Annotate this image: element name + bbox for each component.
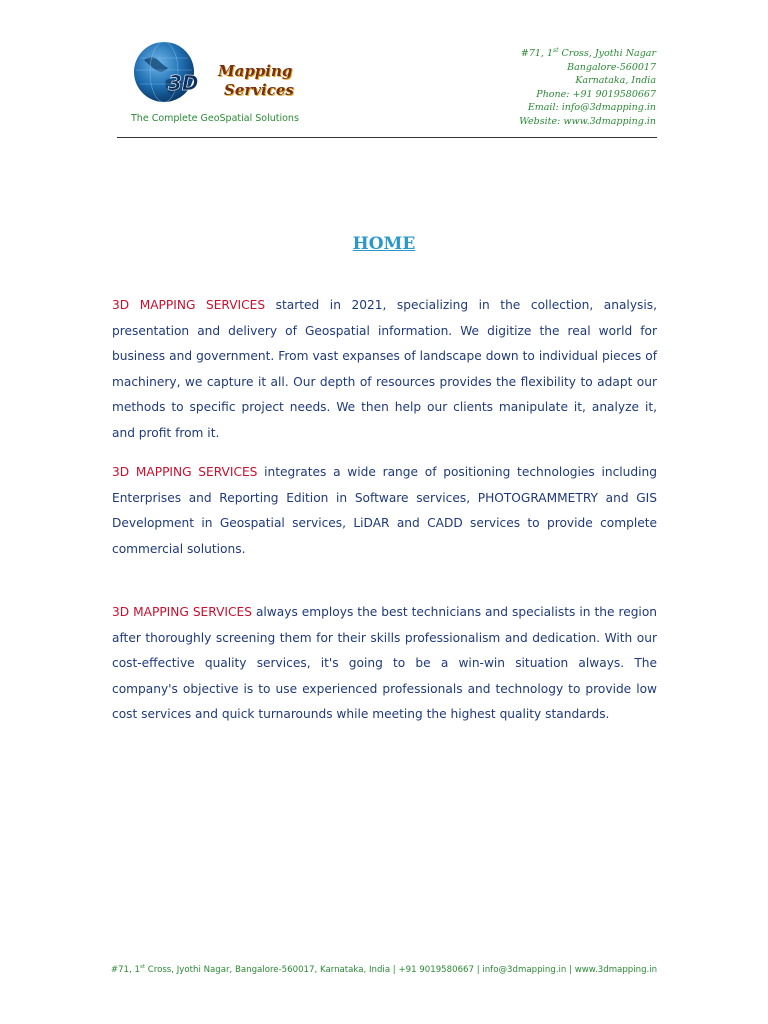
paragraph-3 [112, 600, 657, 728]
paragraph-1 [112, 293, 657, 446]
contact-state: Karnataka, India [575, 75, 656, 87]
logo-wordmark [218, 62, 294, 100]
company-logo [130, 40, 310, 110]
footer-rest: Cross, Jyothi Nagar, Bangalore-560017, Karnataka, India | +91 9019580667 | info@3dmapping.in | www.3dmapping.in [145, 964, 658, 975]
globe-icon [130, 40, 220, 110]
paragraph-text: always employs the best technicians and specialists in the region after thoroughly screening them for their skills professionalism and dedication. With our cost-effective quality services, it's going to be a win-win situation always. The company's objective is to use experienced professionals and technology to provide low cost services and quick turnarounds while meeting the highest quality standards. [112, 605, 657, 721]
address-rest: Cross, Jyothi Nagar [558, 48, 656, 60]
brand-name: 3D MAPPING SERVICES [112, 298, 266, 312]
address-sup: st [553, 47, 559, 54]
footer-prefix: #71, 1 [110, 964, 140, 975]
paragraph-2 [112, 460, 657, 562]
address-prefix: #71, 1 [520, 48, 553, 60]
paragraph-text: integrates a wide range of positioning technologies including Enterprises and Reporting Edition in Software services, PHOTOGRAMMETRY and GIS Development in Geospatial services, LiDAR and CADD services to provide complete commercial solutions. [112, 465, 657, 556]
contact-block [519, 44, 656, 128]
brand-name: 3D MAPPING SERVICES [112, 605, 252, 619]
contact-address [519, 44, 656, 61]
header-divider [117, 137, 657, 138]
contact-city: Bangalore-560017 [567, 61, 656, 73]
page-footer [0, 964, 768, 975]
paragraph-text: started in 2021, specializing in the collection, analysis, presentation and delivery of Geospatial information. We digitize the real world for business and government. From vast expanses of landscape down to individual pieces of machinery, we capture it all. Our depth of resources provides the flexibility to adapt our methods to specific project needs. We then help our clients manipulate it, analyze it, and profit from it. [112, 298, 657, 440]
contact-email: Email: info@3dmapping.in [527, 102, 656, 114]
brand-name: 3D MAPPING SERVICES [112, 465, 258, 479]
company-tagline: The Complete GeoSpatial Solutions [131, 113, 299, 124]
contact-website: Website: www.3dmapping.in [519, 115, 656, 127]
logo-line-1: Mapping [218, 62, 293, 80]
footer-sup: st [139, 964, 145, 970]
contact-phone: Phone: +91 9019580667 [536, 88, 656, 100]
logo-line-2: Services [224, 81, 294, 99]
logo-mark: 3D [168, 71, 199, 95]
page-title: HOME [352, 234, 416, 254]
